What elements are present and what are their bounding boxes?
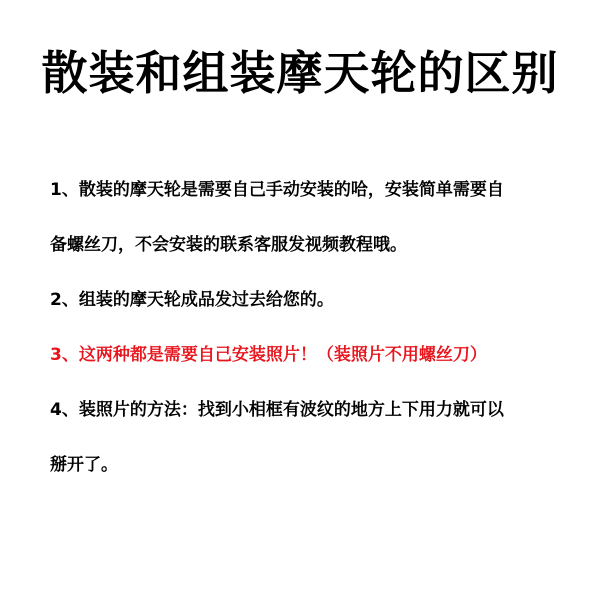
paragraph-1-line-1: 1、散装的摩天轮是需要自己手动安装的哈，安装简单需要自	[50, 180, 504, 200]
page-title: 散装和组装摩天轮的区别	[41, 46, 559, 100]
paragraph-4-line-2: 掰开了。	[50, 455, 118, 475]
paragraph-3-highlight: 3、这两种都是需要自己安装照片！（装照片不用螺丝刀）	[50, 345, 487, 365]
paragraph-4-line-1: 4、装照片的方法：找到小相框有波纹的地方上下用力就可以	[50, 400, 504, 420]
paragraph-2: 2、组装的摩天轮成品发过去给您的。	[50, 290, 334, 310]
paragraph-1-line-2: 备螺丝刀，不会安装的联系客服发视频教程哦。	[50, 235, 407, 255]
